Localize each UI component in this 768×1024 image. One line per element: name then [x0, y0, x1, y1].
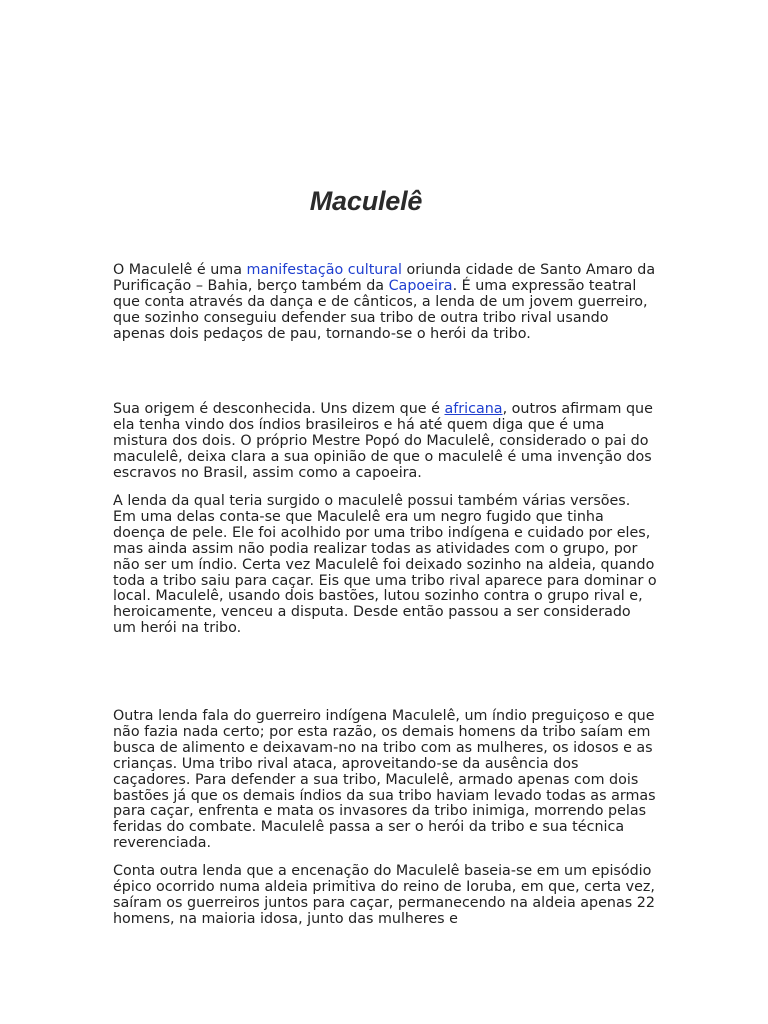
paragraph-third-legend: Conta outra lenda que a encenação do Maculelê baseia-se em um episódio épico ocorrido numa aldeia primitiva do reino de Ioruba, em que, certa vez, saíram os guerreiros juntos para caçar, permanecendo na aldeia apenas 22 homens, na maioria idosa, junto das mulheres e [113, 863, 655, 927]
paragraph-intro [113, 263, 658, 343]
paragraph-legend-versions [113, 494, 658, 637]
paragraph-origin [113, 402, 658, 482]
paragraph-text: Em uma delas conta-se que Maculelê era um negro fugido que tinha doença de pele. Ele foi acolhido por uma tribo indígena e cuidado por eles, mas ainda assim não podia realizar todas as atividades com o grupo, por não ser um índio. Certa vez Maculelê foi deixado sozinho na aldeia, quando toda a tribo saiu para caçar. Eis que uma tribo rival aparece para dominar o local. Maculelê, usando dois bastões, lutou sozinho contra o grupo rival e, heroicamente, venceu a disputa. Desde então passou a ser considerado um herói na tribo. [113, 508, 657, 637]
paragraph-text: . É uma expressão teatral que conta através da dança e de cânticos, a lenda de um jovem guerreiro, que sozinho conseguiu defender sua tribo de outra tribo rival usando apenas dois pedaços de pau, tornando-se o herói da tribo. [113, 277, 648, 342]
link-manifestacao-cultural[interactable]: manifestação cultural [246, 262, 402, 278]
link-africana[interactable]: africana [444, 401, 503, 417]
paragraph-text: A lenda da qual teria surgido o maculelê possui também várias versões. [113, 493, 631, 509]
paragraph-second-legend: Outra lenda fala do guerreiro indígena Maculelê, um índio preguiçoso e que não fazia nada certo; por esta razão, os demais homens da tribo saíam em busca de alimento e deixavam-no na tribo com as mulheres, os idosos e as crianças. Uma tribo rival ataca, aproveitando-se da ausência dos caçadores. Para defender a sua tribo, Maculelê, armado apenas com dois bastões já que os demais índios da sua tribo haviam levado todas as armas para caçar, enfrenta e mata os invasores da tribo inimiga, morrendo pelas feridas do combate. Maculelê passa a ser o herói da tribo e sua técnica reverenciada. [113, 708, 656, 852]
page-title: Maculelê [309, 186, 423, 216]
paragraph-text: O Maculelê é uma [113, 262, 247, 278]
paragraph-text: , outros afirmam que ela tenha vindo dos índios brasileiros e há até quem diga que é uma mistura dos dois. O próprio Mestre Popó do Maculelê, considerado o pai do maculelê, deixa clara a sua opinião de que o maculelê é uma invenção dos escravos no Brasil, assim como a capoeira. [113, 401, 653, 481]
paragraph-text: oriunda cidade de Santo Amaro da Purificação – Bahia, berço também da [113, 262, 656, 294]
link-capoeira[interactable]: Capoeira [388, 277, 453, 294]
paragraph-text: Sua origem é desconhecida. Uns dizem que é [113, 401, 445, 417]
